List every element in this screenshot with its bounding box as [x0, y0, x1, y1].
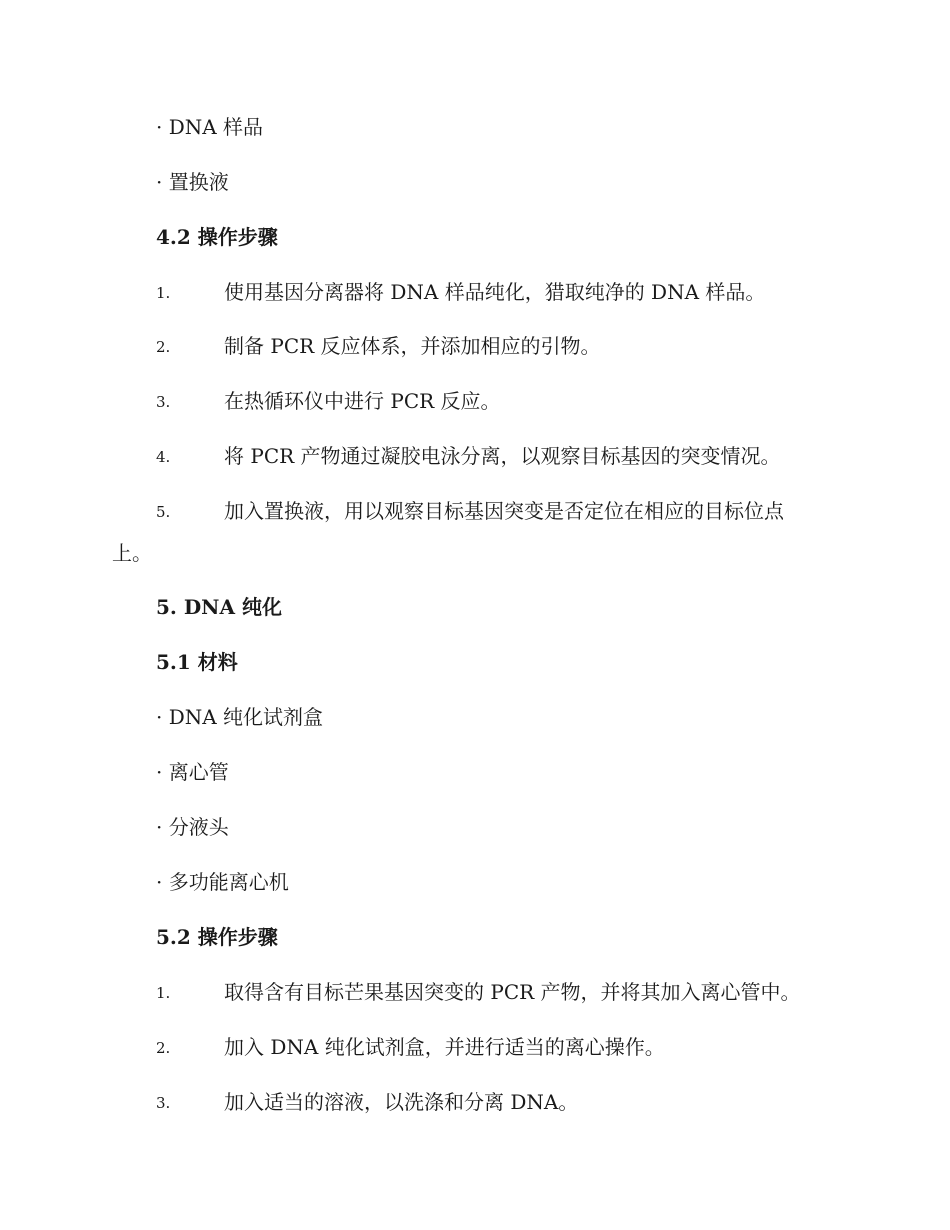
step-text: 将 PCR 产物通过凝胶电泳分离，以观察目标基因的突变情况。 [224, 444, 781, 468]
step-number: 2. [156, 1039, 171, 1057]
sub-heading: 5.1 材料 [156, 650, 238, 674]
material-item: · 置换液 [156, 170, 229, 194]
step-number: 1. [156, 984, 171, 1002]
step-text: 使用基因分离器将 DNA 样品纯化，猎取纯净的 DNA 样品。 [224, 280, 766, 304]
material-item: · 分液头 [156, 815, 229, 839]
section-heading: 5. DNA 纯化 [156, 595, 282, 619]
step-text: 在热循环仪中进行 PCR 反应。 [224, 389, 501, 413]
section-heading: 4.2 操作步骤 [156, 225, 278, 249]
step-number: 5. [156, 503, 171, 521]
step-text: 加入适当的溶液，以洗涤和分离 DNA。 [224, 1090, 579, 1114]
step-number: 1. [156, 284, 171, 302]
step-number: 3. [156, 393, 171, 411]
step-number: 4. [156, 448, 171, 466]
step-number: 2. [156, 338, 171, 356]
step-text: 取得含有目标芒果基因突变的 PCR 产物，并将其加入离心管中。 [224, 980, 801, 1004]
step-text: 制备 PCR 反应体系，并添加相应的引物。 [224, 334, 601, 358]
step-text: 加入置换液，用以观察目标基因突变是否定位在相应的目标位点 [224, 499, 784, 523]
step-number: 3. [156, 1094, 171, 1112]
material-item: · DNA 纯化试剂盒 [156, 705, 324, 729]
material-item: · DNA 样品 [156, 115, 264, 139]
material-item: · 离心管 [156, 760, 229, 784]
material-item: · 多功能离心机 [156, 870, 289, 894]
section-heading: 5.2 操作步骤 [156, 925, 278, 949]
step-text: 加入 DNA 纯化试剂盒，并进行适当的离心操作。 [224, 1035, 665, 1059]
step-text-continuation: 上。 [112, 541, 152, 565]
